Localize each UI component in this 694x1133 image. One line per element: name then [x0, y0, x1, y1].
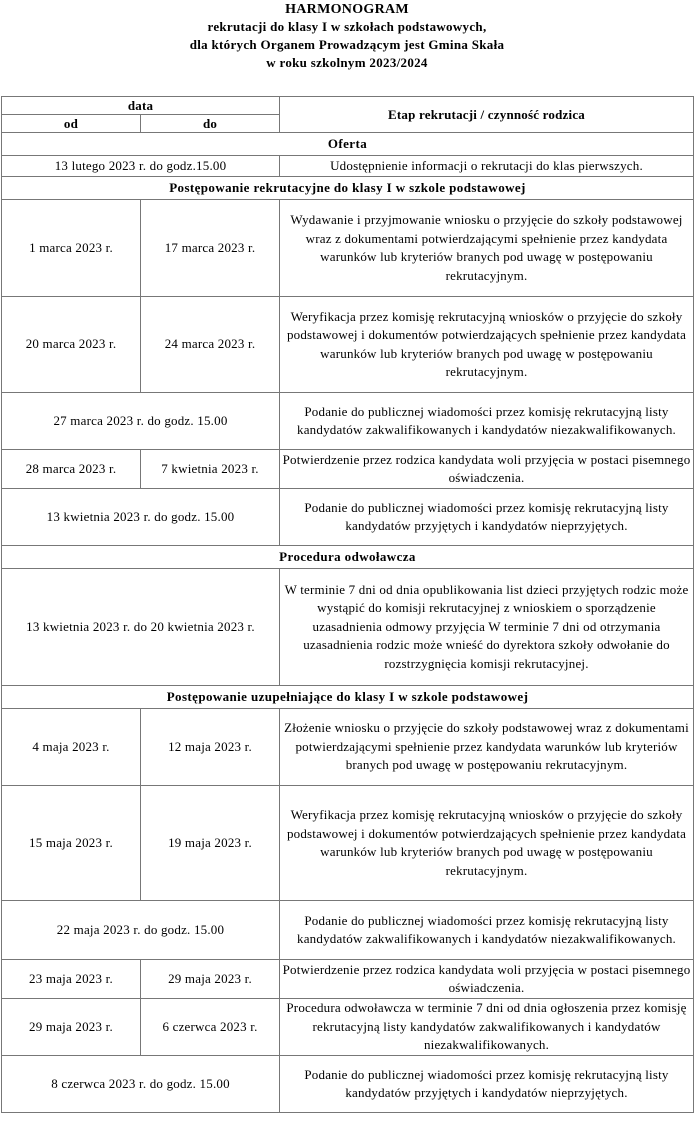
- row-date-od: 1 marca 2023 r.: [2, 200, 141, 297]
- row-date-od: 15 maja 2023 r.: [2, 786, 141, 901]
- row-date: 8 czerwca 2023 r. do godz. 15.00: [2, 1056, 280, 1113]
- row-date-do: 6 czerwca 2023 r.: [141, 999, 280, 1056]
- schedule-table: [1, 96, 694, 1113]
- header-etap: Etap rekrutacji / czynność rodzica: [280, 97, 694, 133]
- row-date-do: 17 marca 2023 r.: [141, 200, 280, 297]
- subtitle-line-3: w roku szkolnym 2023/2024: [266, 55, 428, 70]
- row-description: Wydawanie i przyjmowanie wniosku o przyjęcie do szkoły podstawowej wraz z dokumentami potwierdzającymi spełnienie przez kandydata warunków lub kryteriów branych pod uwagę w postępowaniu rekrutacyjnym.: [280, 200, 694, 297]
- row-description: Złożenie wniosku o przyjęcie do szkoły podstawowej wraz z dokumentami potwierdzającymi spełnienie przez kandydata warunków lub kryteriów branych pod uwagę w postępowaniu rekrutacyjnym.: [280, 709, 694, 786]
- row-date-od: 28 marca 2023 r.: [2, 450, 141, 489]
- row-description: Potwierdzenie przez rodzica kandydata woli przyjęcia w postaci pisemnego oświadczenia.: [280, 960, 694, 999]
- row-date-od: 29 maja 2023 r.: [2, 999, 141, 1056]
- row-description: Potwierdzenie przez rodzica kandydata woli przyjęcia w postaci pisemnego oświadczenia.: [280, 450, 694, 489]
- header-od: od: [2, 115, 141, 133]
- document-header: [0, 0, 694, 72]
- row-description: Weryfikacja przez komisję rekrutacyjną wniosków o przyjęcie do szkoły podstawowej i dokumentów potwierdzających spełnienie przez kandydata warunków lub kryteriów branych pod uwagę w postępowaniu rekrutacyjnym.: [280, 786, 694, 901]
- row-description: Udostępnienie informacji o rekrutacji do klas pierwszych.: [280, 156, 694, 177]
- row-date: 13 kwietnia 2023 r. do godz. 15.00: [2, 489, 280, 546]
- row-description: Weryfikacja przez komisję rekrutacyjną wniosków o przyjęcie do szkoły podstawowej i dokumentów potwierdzających spełnienie przez kandydata warunków lub kryteriów branych pod uwagę w postępowaniu rekrutacyjnym.: [280, 297, 694, 393]
- subtitle-line-2: dla których Organem Prowadzącym jest Gmina Skała: [189, 37, 505, 52]
- row-description: Podanie do publicznej wiadomości przez komisję rekrutacyjną listy kandydatów zakwalifikowanych i kandydatów niezakwalifikowanych.: [280, 901, 694, 960]
- row-date: 22 maja 2023 r. do godz. 15.00: [2, 901, 280, 960]
- row-date: 13 lutego 2023 r. do godz.15.00: [2, 156, 280, 177]
- row-date-do: 12 maja 2023 r.: [141, 709, 280, 786]
- document-title: HARMONOGRAM: [285, 2, 409, 17]
- row-date: 27 marca 2023 r. do godz. 15.00: [2, 393, 280, 450]
- row-description: Podanie do publicznej wiadomości przez komisję rekrutacyjną listy kandydatów przyjętych i kandydatów nieprzyjętych.: [280, 1056, 694, 1113]
- row-date-do: 19 maja 2023 r.: [141, 786, 280, 901]
- row-date-do: 24 marca 2023 r.: [141, 297, 280, 393]
- row-date-od: 4 maja 2023 r.: [2, 709, 141, 786]
- row-description: W terminie 7 dni od dnia opublikowania list dzieci przyjętych rodzic może wystąpić do komisji rekrutacyjnej z wnioskiem o sporządzenie uzasadnienia odmowy przyjęcia W terminie 7 dni od otrzymania uzasadnienia rodzic może wnieść do dyrektora szkoły odwołanie do rozstrzygnięcia komisji rekrutacyjnej.: [280, 569, 694, 686]
- subtitle-line-1: rekrutacji do klasy I w szkołach podstawowych,: [207, 19, 487, 34]
- row-date-od: 20 marca 2023 r.: [2, 297, 141, 393]
- row-date-do: 7 kwietnia 2023 r.: [141, 450, 280, 489]
- header-do: do: [141, 115, 280, 133]
- section-uzupelniajace: Postępowanie uzupełniające do klasy I w szkole podstawowej: [2, 686, 694, 709]
- row-date-od: 23 maja 2023 r.: [2, 960, 141, 999]
- section-postepowanie: Postępowanie rekrutacyjne do klasy I w szkole podstawowej: [2, 177, 694, 200]
- row-date-do: 29 maja 2023 r.: [141, 960, 280, 999]
- row-date: 13 kwietnia 2023 r. do 20 kwietnia 2023 r.: [2, 569, 280, 686]
- header-data: data: [2, 97, 280, 115]
- row-description: Procedura odwoławcza w terminie 7 dni od dnia ogłoszenia przez komisję rekrutacyjną listy kandydatów zakwalifikowanych i kandydatów niezakwalifikowanych.: [280, 999, 694, 1056]
- row-description: Podanie do publicznej wiadomości przez komisję rekrutacyjną listy kandydatów przyjętych i kandydatów nieprzyjętych.: [280, 489, 694, 546]
- section-oferta: Oferta: [2, 133, 694, 156]
- row-description: Podanie do publicznej wiadomości przez komisję rekrutacyjną listy kandydatów zakwalifikowanych i kandydatów niezakwalifikowanych.: [280, 393, 694, 450]
- section-odwolawcza: Procedura odwoławcza: [2, 546, 694, 569]
